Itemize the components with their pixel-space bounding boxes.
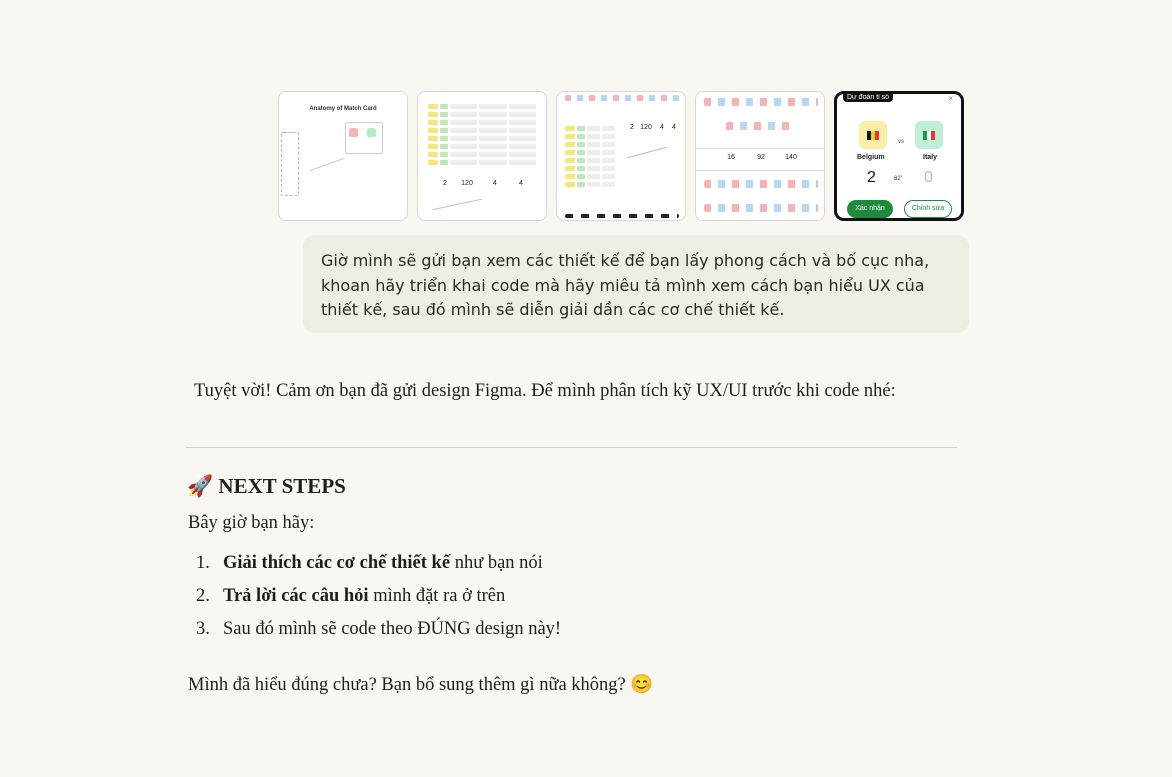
list-item — [196, 619, 561, 652]
list-item — [196, 553, 561, 586]
divider — [696, 170, 825, 171]
table-row — [428, 112, 536, 117]
match-strip — [704, 204, 818, 212]
steps-list — [196, 553, 561, 652]
match-strip — [726, 122, 796, 130]
match-strip — [704, 180, 818, 188]
smile-icon: 😊 — [630, 675, 654, 695]
italy-flag-icon — [923, 131, 935, 140]
team-badge — [349, 128, 358, 137]
team-badge — [367, 128, 376, 137]
chart-line — [628, 147, 667, 158]
table-row — [565, 166, 615, 171]
step-text: như bạn nói — [450, 553, 543, 573]
stat-value: 4 — [660, 124, 664, 131]
table-row — [428, 152, 536, 157]
attachment-thumbnail-5[interactable] — [834, 91, 964, 221]
attachment-thumbnail-1[interactable] — [278, 91, 408, 221]
table-row — [428, 120, 536, 125]
section-heading — [187, 474, 346, 499]
away-flag-box — [915, 121, 943, 149]
attachment-thumbnails — [278, 91, 964, 221]
connector-line — [310, 158, 344, 171]
table-row — [565, 158, 615, 163]
table-row — [428, 160, 536, 165]
table-row — [565, 142, 615, 147]
modal-title: Dự đoán tỉ số — [843, 93, 893, 102]
table-row — [428, 136, 536, 141]
stat-value: 16 — [727, 154, 735, 161]
heading-text: NEXT STEPS — [218, 474, 346, 498]
attachment-thumbnail-3[interactable] — [556, 91, 686, 221]
rocket-icon: 🚀 — [187, 474, 214, 498]
list-item — [196, 586, 561, 619]
stat-value: 120 — [461, 180, 473, 187]
stat-value: 4 — [519, 180, 523, 187]
closing-text: Mình đã hiểu đúng chưa? Bạn bổ sung thêm gì nữa không? — [188, 675, 626, 695]
list-number: 3. — [196, 619, 210, 639]
stat-value: 4 — [493, 180, 497, 187]
assistant-closing — [188, 673, 653, 696]
match-minute: 82' — [894, 176, 902, 182]
list-number: 1. — [196, 553, 210, 573]
chart-line — [432, 199, 481, 210]
attachment-thumbnail-4[interactable] — [695, 91, 825, 221]
confirm-button[interactable]: Xác nhận — [847, 200, 893, 218]
table-row — [565, 182, 615, 187]
table-row — [565, 174, 615, 179]
table-row — [428, 104, 536, 109]
user-message-bubble: Giờ mình sẽ gửi bạn xem các thiết kế để bạn lấy phong cách và bố cục nha, khoan hãy triển khai code mà hãy miêu tả mình xem cách bạn hiểu UX của thiết kế, sau đó mình sẽ diễn giải dần các cơ chế thiết kế. — [303, 235, 969, 333]
table-row — [565, 134, 615, 139]
divider — [696, 148, 825, 149]
stat-value: 4 — [672, 124, 676, 131]
stat-value: 2 — [443, 180, 447, 187]
step-bold: Trả lời các câu hỏi — [223, 586, 369, 606]
close-icon: × — [948, 94, 953, 103]
stat-value: 2 — [630, 124, 634, 131]
step-text: Sau đó mình sẽ code theo ĐÚNG design này! — [223, 619, 562, 639]
vs-label: vs — [898, 139, 904, 145]
match-strip — [565, 214, 679, 218]
steps-intro: Bây giờ bạn hãy: — [188, 513, 315, 533]
edit-button[interactable]: Chỉnh sửa — [904, 200, 952, 218]
annotation-bracket — [281, 132, 299, 196]
home-score-input[interactable]: 2 — [867, 169, 876, 186]
match-strip — [704, 98, 818, 106]
table-row — [428, 128, 536, 133]
step-text: mình đặt ra ở trên — [368, 586, 506, 606]
attachment-thumbnail-2[interactable] — [417, 91, 547, 221]
away-team-name: Italy — [923, 154, 938, 161]
home-team-name: Belgium — [857, 154, 885, 161]
table-row — [565, 150, 615, 155]
away-score-input[interactable]: 0 — [924, 169, 933, 186]
stat-value: 92 — [757, 154, 765, 161]
list-number: 2. — [196, 586, 210, 606]
table-row — [428, 144, 536, 149]
match-card-preview — [345, 122, 383, 154]
match-strip — [565, 95, 679, 101]
thumbnail-title: Anatomy of Match Card — [309, 106, 377, 112]
home-flag-box — [859, 121, 887, 149]
section-divider — [186, 447, 957, 448]
table-row — [565, 126, 615, 131]
stat-value: 120 — [640, 124, 652, 131]
assistant-intro: Tuyệt vời! Cảm ơn bạn đã gửi design Figma. Để mình phân tích kỹ UX/UI trước khi code nhé: — [194, 381, 896, 401]
step-bold: Giải thích các cơ chế thiết kế — [223, 553, 451, 573]
belgium-flag-icon — [867, 131, 879, 140]
stat-value: 140 — [785, 154, 797, 161]
